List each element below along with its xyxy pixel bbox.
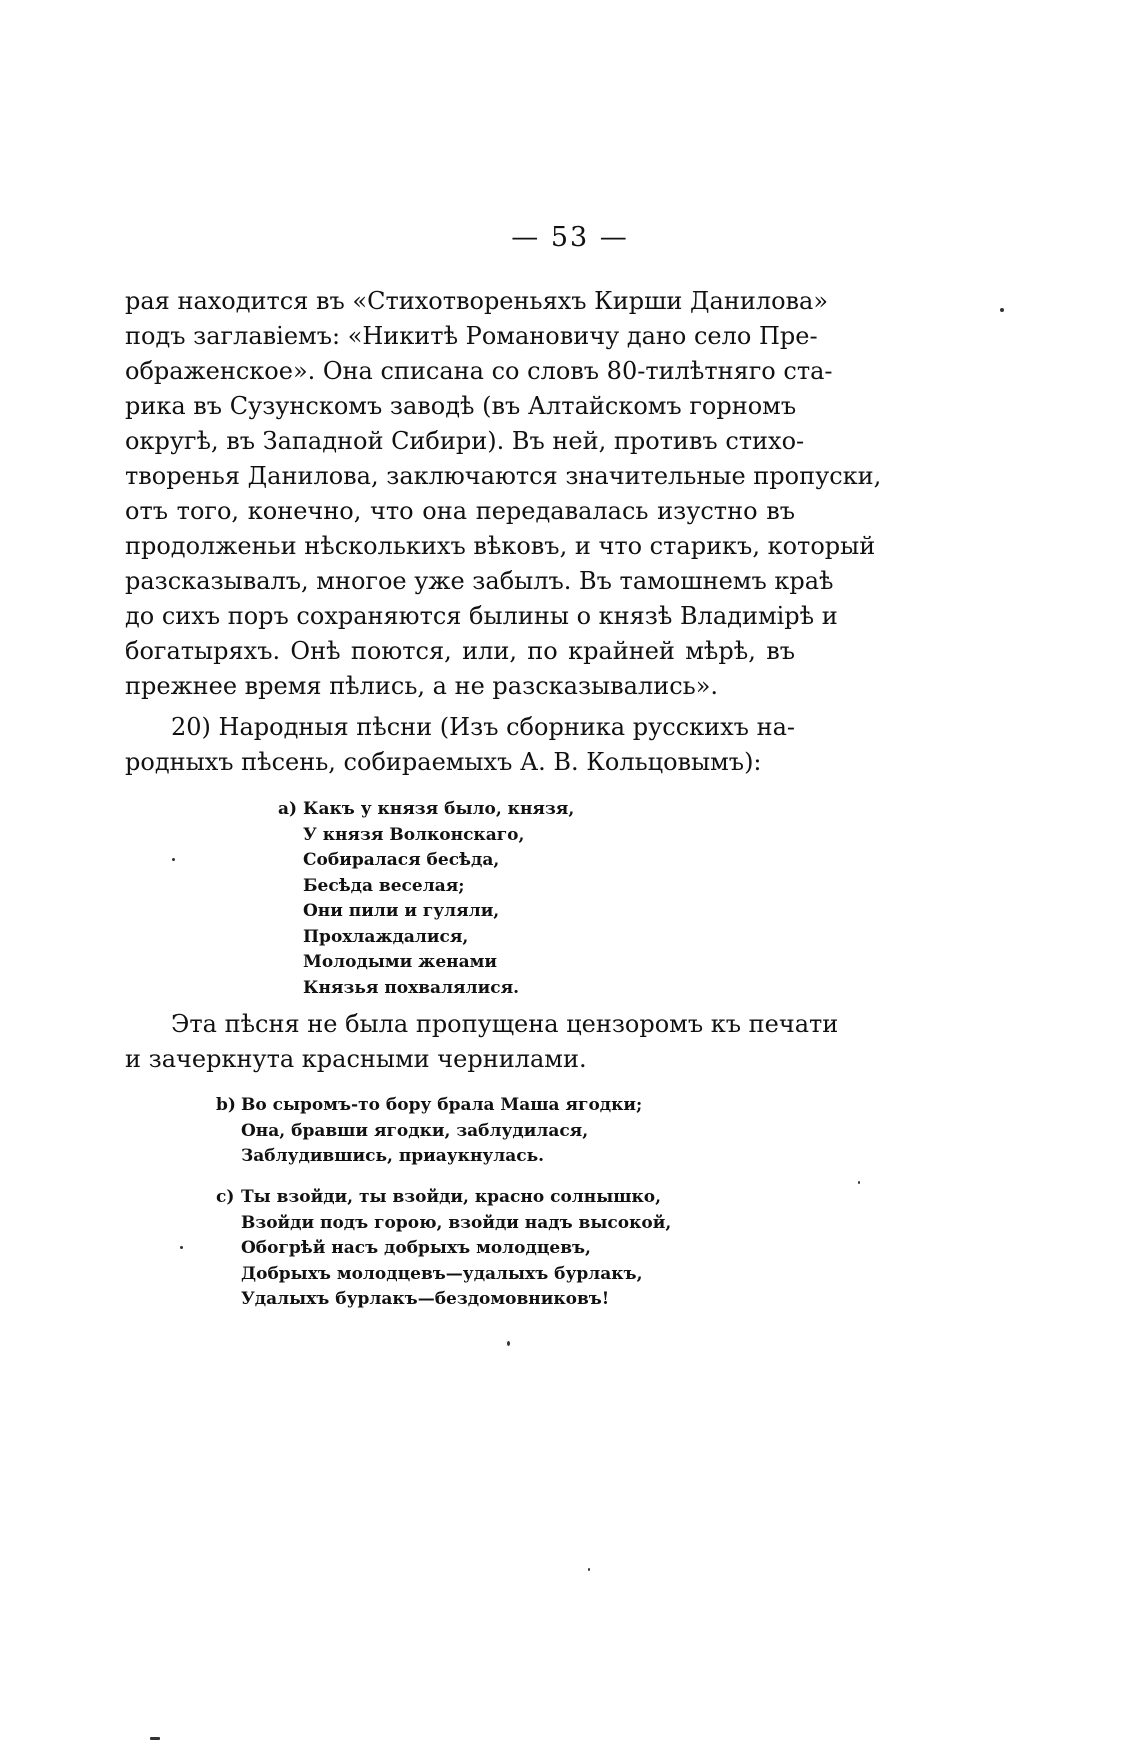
- verse-line: Заблудившись, приаукнулась.: [241, 1146, 545, 1166]
- paragraph-line: продолженьи нѣсколькихъ вѣковъ, и что старикъ, который: [125, 532, 876, 560]
- scan-speck: [180, 1246, 183, 1249]
- song-a: [278, 797, 574, 1001]
- verse-line: Обогрѣй насъ добрыхъ молодцевъ,: [241, 1238, 591, 1258]
- verse-line: Во сыромъ-то бору брала Маша ягодки;: [241, 1095, 643, 1115]
- song-b: [216, 1093, 642, 1170]
- paragraph-line: Эта пѣсня не была пропущена цензоромъ къ печати: [171, 1010, 839, 1038]
- verse-line: Собиралася бесѣда,: [303, 850, 500, 870]
- paragraph-line: богатыряхъ. Онѣ поются, или, по крайней мѣрѣ, въ: [125, 637, 795, 665]
- verse-line: Она, бравши ягодки, заблудилася,: [241, 1120, 589, 1141]
- paragraph-line: и зачеркнута красными чернилами.: [125, 1045, 587, 1073]
- page-number: — 53 —: [511, 222, 629, 253]
- verse-line: Молодыми женами: [303, 952, 497, 972]
- verse-line: Бесѣда веселая;: [303, 875, 465, 896]
- paragraph-2: [125, 710, 795, 780]
- paragraph-line: до сихъ поръ сохраняются былины о князѣ Владимірѣ и: [125, 602, 838, 630]
- verse-line: Прохлаждалися,: [303, 926, 469, 947]
- scan-speck: [1000, 308, 1004, 312]
- paragraph-line: отъ того, конечно, что она передавалась изустно въ: [125, 497, 795, 525]
- paragraph-line: разсказывалъ, многое уже забылъ. Въ тамошнемъ краѣ: [125, 567, 834, 595]
- paragraph-3: [125, 1007, 839, 1077]
- verse-line: Добрыхъ молодцевъ—удалыхъ бурлакъ,: [241, 1263, 643, 1284]
- paragraph-line: округѣ, въ Западной Сибири). Въ ней, противъ стихо-: [125, 427, 805, 455]
- scan-speck: [172, 858, 175, 861]
- song-marker: b): [216, 1095, 236, 1115]
- verse-line: Удалыхъ бурлакъ—бездомовниковъ!: [241, 1289, 610, 1309]
- verse-line: У князя Волконскаго,: [303, 824, 525, 845]
- scan-speck: [858, 1181, 860, 1184]
- paragraph-line: рая находится въ «Стихотвореньяхъ Кирши Данилова»: [125, 287, 829, 315]
- paragraph-1: [125, 284, 882, 704]
- song-marker: с): [216, 1187, 235, 1207]
- verse-line: Они пили и гуляли,: [303, 901, 500, 921]
- paragraph-line: творенья Данилова, заключаются значительные пропуски,: [125, 462, 882, 490]
- paragraph-line: прежнее время пѣлись, а не разсказывались».: [125, 672, 719, 700]
- verse-line: Князья похвалялися.: [303, 977, 520, 998]
- verse-line: Взойди подъ горою, взойди надъ высокой,: [241, 1212, 672, 1233]
- verse-line: Какъ у князя было, князя,: [303, 799, 575, 819]
- song-marker: а): [278, 799, 298, 819]
- verse-line: Ты взойди, ты взойди, красно солнышко,: [241, 1187, 662, 1207]
- paragraph-line: рика въ Сузунскомъ заводѣ (въ Алтайскомъ горномъ: [125, 392, 797, 420]
- song-c: [216, 1185, 671, 1313]
- scan-speck: [150, 1737, 160, 1740]
- section-heading-line: 20) Народныя пѣсни (Изъ сборника русскихъ на-: [171, 713, 795, 741]
- paragraph-line: ображенское». Она списана со словъ 80-тилѣтняго ста-: [125, 357, 833, 385]
- section-heading-line: родныхъ пѣсень, собираемыхъ А. В. Кольцовымъ):: [125, 748, 762, 776]
- scan-speck: [507, 1341, 510, 1346]
- paragraph-line: подъ заглавіемъ: «Никитѣ Романовичу дано село Пре-: [125, 322, 818, 350]
- scan-speck: [588, 1568, 590, 1571]
